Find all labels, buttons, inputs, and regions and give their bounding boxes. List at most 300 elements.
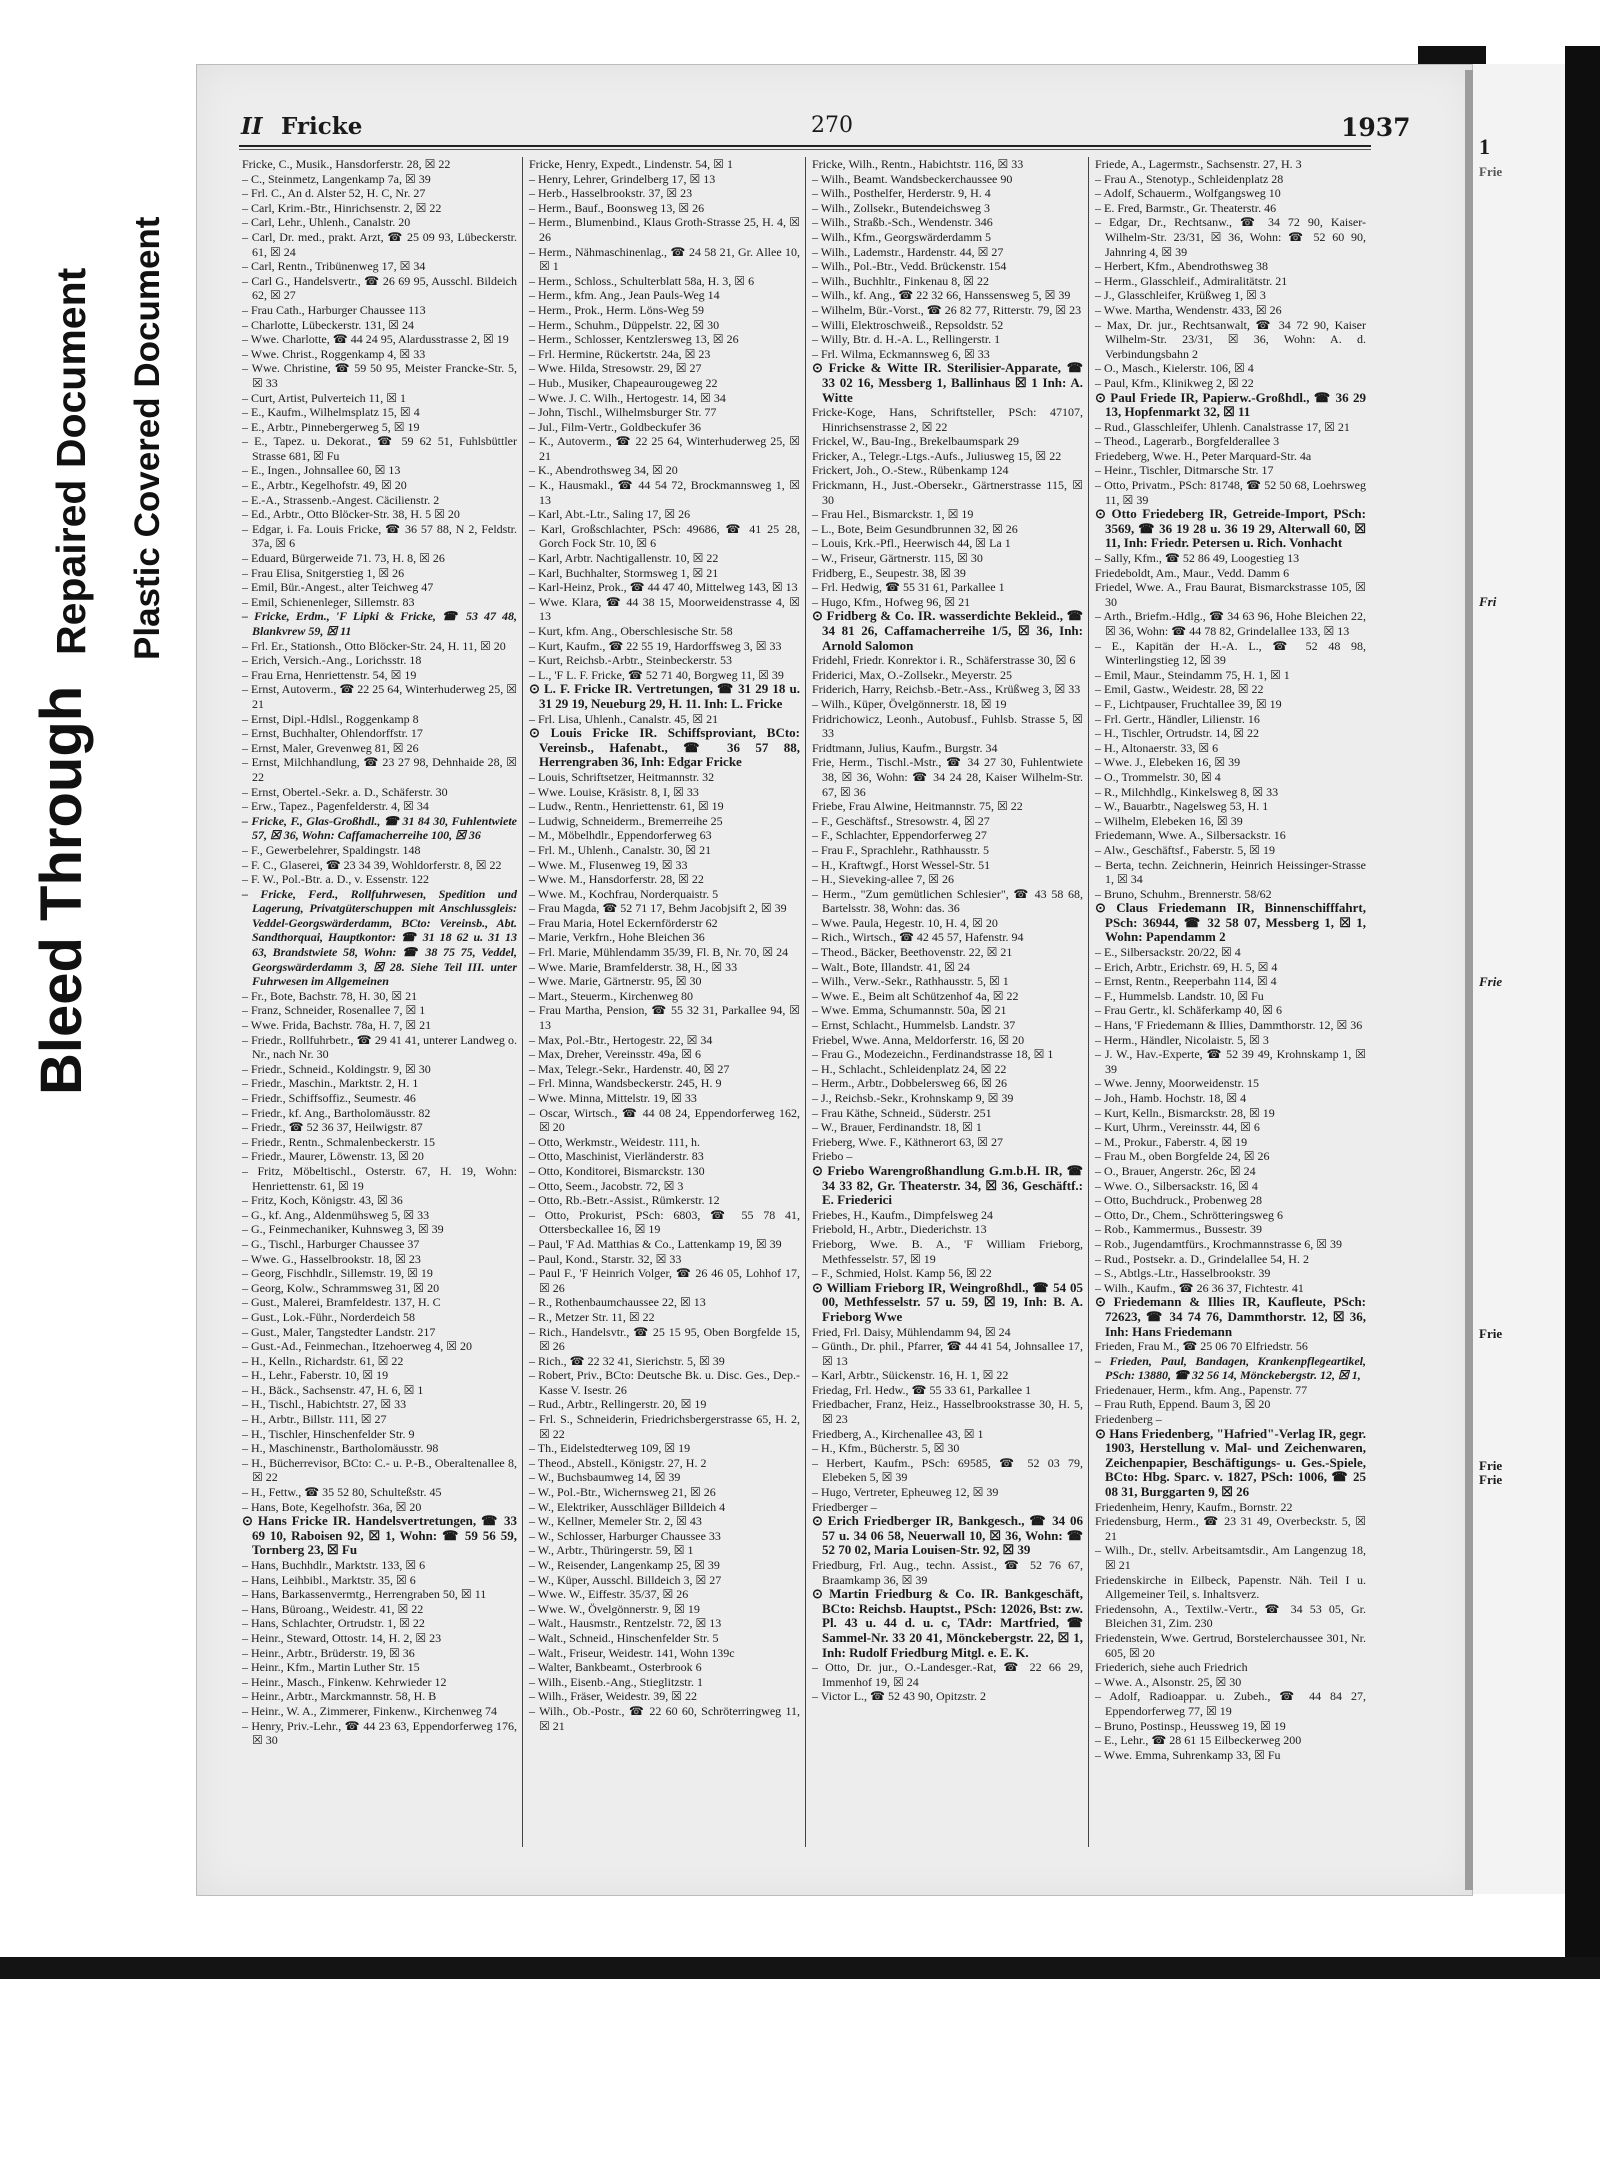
directory-entry: – Wilh., Eisenb.-Ang., Stieglitzstr. 1 bbox=[529, 1674, 703, 1689]
directory-entry: – Kurt, kfm. Ang., Oberschlesische Str. 58 bbox=[529, 624, 733, 638]
directory-entry: – Kurt, Reichsb.-Arbtr., Steinbeckerstr. 53 bbox=[529, 653, 732, 668]
directory-entry: Friebold, H., Arbtr., Diederichstr. 13 bbox=[812, 1222, 987, 1237]
directory-entry: – Karl, Arbtr. Nachtigallenstr. 10, ☒ 22 bbox=[529, 551, 719, 566]
directory-entry: – E. Fred, Barmstr., Gr. Theaterstr. 46 bbox=[1095, 200, 1277, 215]
directory-entry: – Bruno, Postinsp., Heussweg 19, ☒ 19 bbox=[1095, 1718, 1286, 1733]
directory-entry: – Henry, Priv.-Lehr., ☎ 44 23 63, Eppendorferweg 176, ☒ 30 bbox=[242, 1718, 517, 1748]
directory-entry: – Wwe. Frida, Bachstr. 78a, H. 7, ☒ 21 bbox=[242, 1018, 432, 1033]
directory-entry: – Charlotte, Lübeckerstr. 131, ☒ 24 bbox=[242, 317, 415, 332]
directory-entry: – Rich., ☎ 22 32 41, Sierichstr. 5, ☒ 39 bbox=[529, 1353, 725, 1368]
directory-entry: – Frl. Lisa, Uhlenh., Canalstr. 45, ☒ 21 bbox=[529, 711, 719, 726]
directory-entry: – Wwe. Martha, Wendenstr. 433, ☒ 26 bbox=[1095, 302, 1282, 317]
directory-entry: Fridtmann, Julius, Kaufm., Burgstr. 34 bbox=[812, 740, 998, 755]
directory-entry: – J. W., Hav.-Experte, ☎ 52 39 49, Krohnskamp 1, ☒ 39 bbox=[1095, 1047, 1366, 1076]
directory-entry: – Wwe. Charlotte, ☎ 44 24 95, Alardusstrasse 2, ☒ 19 bbox=[242, 332, 509, 347]
directory-entry: Friedeberg, Wwe. H., Peter Marquard-Str. 4a bbox=[1095, 448, 1312, 463]
directory-entry: – Herm., Prok., Herm. Löns-Weg 59 bbox=[529, 302, 705, 317]
directory-entry: – Wwe. W., Övelgönnerstr. 9, ☒ 19 bbox=[529, 1601, 700, 1616]
note-bleed-through: Bleed Through bbox=[29, 685, 94, 1095]
directory-entry: – Oscar, Wirtsch., ☎ 44 08 24, Eppendorferweg 162, ☒ 20 bbox=[529, 1105, 800, 1135]
directory-entry: – Wilh., Verw.-Sekr., Rathhausstr. 5, ☒ 1 bbox=[812, 974, 1009, 989]
directory-entry: Frickel, W., Bau-Ing., Brekelbaumspark 29 bbox=[812, 434, 1019, 449]
directory-entry: – Louis, Krk.-Pfl., Heerwisch 44, ☒ La 1 bbox=[812, 536, 1011, 551]
directory-entry: – Wilh., Dr., stellv. Arbeitsamtsdir., Am Langenzug 18, ☒ 21 bbox=[1095, 1543, 1366, 1572]
directory-entry: – Carl, Dr. med., prakt. Arzt, ☎ 25 09 93, Lübeckerstr. 61, ☒ 24 bbox=[242, 229, 517, 259]
directory-entry: – W., Bauarbtr., Nagelsweg 53, H. 1 bbox=[1095, 799, 1269, 814]
directory-entry: – F., Schlachter, Eppendorferweg 27 bbox=[812, 828, 987, 843]
header-rule-thin bbox=[239, 149, 1371, 150]
directory-entry: Friedeboldt, Am., Maur., Vedd. Damm 6 bbox=[1095, 565, 1290, 580]
directory-entry: – Herm., Arbtr., Dobbelersweg 66, ☒ 26 bbox=[812, 1076, 1008, 1091]
directory-entry: – F., Hummelsb. Landstr. 10, ☒ Fu bbox=[1095, 988, 1264, 1003]
directory-entry: – Otto, Seem., Jacobstr. 72, ☒ 3 bbox=[529, 1178, 684, 1193]
directory-entry: – Jul., Film-Vertr., Goldbeckufer 36 bbox=[529, 419, 701, 434]
directory-entry: – Victor L., ☎ 52 43 90, Opitzstr. 2 bbox=[812, 1689, 986, 1704]
directory-entry: – Heinr., Arbtr., Marckmannstr. 58, H. B bbox=[242, 1689, 437, 1704]
directory-entry: – Bruno, Schuhm., Brennerstr. 58/62 bbox=[1095, 886, 1272, 901]
directory-entry: – Ernst, Schlacht., Hummelsb. Landstr. 37 bbox=[812, 1018, 1016, 1033]
directory-entry: – Wilh., Beamt. Wandsbeckerchaussee 90 bbox=[812, 171, 1013, 186]
directory-entry: – Adolf, Schauerm., Wolfgangsweg 10 bbox=[1095, 186, 1281, 201]
directory-entry: – Wilhelm, Elebeken 16, ☒ 39 bbox=[1095, 813, 1243, 828]
directory-entry: – Herm., "Zum gemütlichen Schlesier", ☎ 43 58 68, Bartelsstr. 38, Wohn: das. 36 bbox=[812, 886, 1083, 916]
directory-entry: Frickert, Joh., O.-Stew., Rübenkamp 124 bbox=[812, 463, 1009, 478]
directory-entry: – Ernst, Rentn., Reeperbahn 114, ☒ 4 bbox=[1095, 974, 1277, 989]
directory-entry: – Eduard, Bürgerweide 71. 73, H. 8, ☒ 26 bbox=[242, 551, 445, 566]
directory-entry: – Paul, Kfm., Klinikweg 2, ☒ 22 bbox=[1095, 375, 1254, 390]
directory-entry: Frieborg, Wwe. B. A., 'F William Frieborg, Methfesselstr. 57, ☒ 19 bbox=[812, 1236, 1083, 1266]
directory-entry: ⊙ Hans Friedenberg, "Hafried"-Verlag IR, gegr. 1903, Herstellung v. Mal- und Zeichenwaren, Zeichenpapier, Beschäftigungs- u. Ges.-Spiele, BCto: Hbg. Sparc. v. 1827, PSch: 1006, ☎ 25 08 31, Burggarten 9, ☒ 26 bbox=[1095, 1425, 1366, 1500]
directory-entry: – Frl. Minna, Wandsbeckerstr. 245, H. 9 bbox=[529, 1076, 722, 1091]
directory-entry: Friderici, Max, O.-Zollsekr., Meyerstr. 25 bbox=[812, 667, 1012, 682]
directory-entry: – Friedr., Rollfuhrbetr., ☎ 29 41 41, unterer Landweg o. Nr., nach Nr. 30 bbox=[242, 1032, 517, 1062]
directory-entry: – Wwe. W., Eiffestr. 35/37, ☒ 26 bbox=[529, 1587, 689, 1602]
directory-entry: – Carl, Krim.-Btr., Hinrichsenstr. 2, ☒ 22 bbox=[242, 200, 442, 215]
directory-entry: – Wilh., Buchhltr., Finkenau 8, ☒ 22 bbox=[812, 273, 990, 288]
directory-entry: Fricke, Henry, Expedt., Lindenstr. 54, ☒ 1 bbox=[529, 157, 733, 171]
directory-entry: – Herb., Hasselbrookstr. 37, ☒ 23 bbox=[529, 186, 693, 201]
directory-entry: – Paul F., 'F Heinrich Volger, ☎ 26 46 05, Lohhof 17, ☒ 26 bbox=[529, 1266, 800, 1295]
directory-entry: – E., Tapez. u. Dekorat., ☎ 59 62 51, Fuhlsbüttler Strasse 681, ☒ Fu bbox=[242, 434, 517, 463]
directory-entry: – O., Masch., Kielerstr. 106, ☒ 4 bbox=[1095, 361, 1254, 376]
directory-entry: – Max, Dr. jur., Rechtsanwalt, ☎ 34 72 90, Kaiser Wilhelm-Str. 23/31, ☒ 36, Wohn: A. d. Verbindungsbahn 2 bbox=[1095, 317, 1366, 361]
directory-entry: – Wwe. Emma, Schumannstr. 50a, ☒ 21 bbox=[812, 1003, 1007, 1018]
directory-entry: – Henry, Lehrer, Grindelberg 17, ☒ 13 bbox=[529, 171, 716, 186]
directory-entry: ⊙ Claus Friedemann IR, Binnenschifffahrt, PSch: 36944, ☎ 32 58 07, Messberg 1, ☒ 1, Wohn: Papendamm 2 bbox=[1095, 900, 1366, 945]
directory-entry: – Herm., Glasschleif., Admiralitätstr. 21 bbox=[1095, 273, 1288, 288]
directory-entry: – Frau Käthe, Schneid., Süderstr. 251 bbox=[812, 1105, 992, 1120]
directory-entry: – O., Brauer, Angerstr. 26c, ☒ 24 bbox=[1095, 1163, 1256, 1178]
directory-entry: – Walt., Schneid., Hinschenfelder Str. 5 bbox=[529, 1630, 719, 1645]
directory-entry: ⊙ Paul Friede IR, Papierw.-Großhdl., ☎ 36 29 13, Hopfenmarkt 32, ☒ 11 bbox=[1095, 389, 1366, 420]
directory-entry: ⊙ Fridberg & Co. IR. wasserdichte Bekleid., ☎ 34 81 26, Caffamacherreihe 1/5, ☒ 36, Inh: Arnold Salomon bbox=[812, 608, 1083, 653]
directory-entry: – Georg, Kolw., Schrammsweg 31, ☒ 20 bbox=[242, 1280, 440, 1295]
directory-entry: – Herm., Blumenbind., Klaus Groth-Strasse 25, H. 4, ☒ 26 bbox=[529, 215, 800, 244]
directory-entry: – Herm., Händler, Nicolaistr. 5, ☒ 3 bbox=[1095, 1032, 1269, 1047]
directory-entry: – Wwe. Hilda, Stresowstr. 29, ☒ 27 bbox=[529, 361, 702, 376]
directory-entry: – Arth., Briefm.-Hdlg., ☎ 34 63 96, Hohe Bleichen 22, ☒ 36, Wohn: ☎ 44 78 82, Grindelallee 133, ☒ 13 bbox=[1095, 609, 1366, 638]
directory-entry: – Walter, Bankbeamt., Osterbrook 6 bbox=[529, 1660, 702, 1675]
adjacent-page-mark: 1 bbox=[1479, 134, 1490, 159]
directory-entry: – Gust., Malerei, Bramfeldestr. 137, H. C bbox=[242, 1295, 441, 1310]
directory-entry: – Louis, Schriftsetzer, Heitmannstr. 32 bbox=[529, 769, 715, 784]
directory-entry: – Sally, Kfm., ☎ 52 86 49, Loogestieg 13 bbox=[1095, 551, 1300, 566]
directory-entry: – Max, Dreher, Vereinsstr. 49a, ☒ 6 bbox=[529, 1047, 702, 1062]
directory-entry: Friedel, Wwe. A., Frau Baurat, Bismarckstrasse 105, ☒ 30 bbox=[1095, 580, 1366, 609]
directory-entry: Frieden, Frau M., ☎ 25 06 70 Elfriedstr. 56 bbox=[1095, 1339, 1308, 1354]
column-2 bbox=[522, 157, 805, 1847]
directory-entry: – H., Lehr., Faberstr. 10, ☒ 19 bbox=[242, 1368, 389, 1383]
directory-entry: – Hub., Musiker, Chapeaurougeweg 22 bbox=[529, 375, 718, 390]
directory-entry: – Emil, Maur., Steindamm 75, H. 1, ☒ 1 bbox=[1095, 667, 1290, 682]
scanner-notes bbox=[0, 0, 200, 2177]
directory-entry: – Georg, Fischhdlr., Sillemstr. 19, ☒ 19 bbox=[242, 1266, 433, 1281]
directory-entry: – Frieden, Paul, Bandagen, Krankenpflegeartikel, PSch: 13880, ☎ 32 56 14, Mönckebergstr. 12, ☒ 1, bbox=[1095, 1353, 1366, 1383]
directory-entry: – Herm., Schuhm., Düppelstr. 22, ☒ 30 bbox=[529, 317, 720, 332]
directory-entry: ⊙ Otto Friedeberg IR, Getreide-Import, PSch: 3569, ☎ 36 19 28 u. 36 19 29, Alterwall 60, ☒ 11, Inh: Friedr. Petersen u. Rich. Vonhacht bbox=[1095, 506, 1366, 551]
directory-entry: Fricke, C., Musik., Hansdorferstr. 28, ☒ 22 bbox=[242, 157, 451, 171]
directory-entry: – Wwe. Louise, Kräsistr. 8, I, ☒ 33 bbox=[529, 784, 699, 799]
directory-entry: – Fricke, Ferd., Rollfuhrwesen, Spedition und Lagerung, Privatgüterschuppen mit Anschlussgleis: Veddel-Georgswärderdamm, BCto: Vereinsb., Abt. Sandthorquai, Hauptkontor: ☎ 31 18 62 u. 31 13 63, Brandstwiete 58, Wohn: ☎ 38 75 75, Veddel, Georgswärderdamm 3, ☒ 28. Siehe Teil III. unter Fuhrwesen im Allgemeinen bbox=[242, 886, 517, 989]
directory-entry: Fried, Frl. Daisy, Mühlendamm 94, ☒ 24 bbox=[812, 1324, 1011, 1339]
adjacent-page-mark: Frie bbox=[1479, 1472, 1503, 1487]
directory-entry: Friedenauer, Herm., kfm. Ang., Papenstr. 77 bbox=[1095, 1382, 1308, 1397]
directory-entry: – M., Möbelhdlr., Eppendorferweg 63 bbox=[529, 828, 712, 843]
directory-entry: – Frl. Er., Stationsh., Otto Blöcker-Str. 24, H. 11, ☒ 20 bbox=[242, 638, 506, 653]
directory-entry: – Frau Erna, Henriettenstr. 54, ☒ 19 bbox=[242, 667, 417, 682]
directory-entry: Friedbacher, Franz, Heiz., Hasselbrookstrasse 30, H. 5, ☒ 23 bbox=[812, 1397, 1083, 1427]
directory-entry: Friedenheim, Henry, Kaufm., Bornstr. 22 bbox=[1095, 1499, 1293, 1514]
directory-entry: – G., kf. Ang., Aldenmühsweg 5, ☒ 33 bbox=[242, 1207, 430, 1222]
directory-entry: – W., Arbtr., Thüringerstr. 59, ☒ 1 bbox=[529, 1543, 694, 1558]
directory-entry: – Frl. S., Schneiderin, Friedrichsbergerstrasse 65, H. 2, ☒ 22 bbox=[529, 1412, 800, 1441]
directory-entry: – Erich, Arbtr., Erichstr. 69, H. 5, ☒ 4 bbox=[1095, 959, 1278, 974]
directory-entry: ⊙ Fricke & Witte IR. Sterilisier-Apparate, ☎ 33 02 16, Messberg 1, Ballinhaus ☒ 1 Inh: A. Witte bbox=[812, 360, 1083, 405]
directory-entry: – Wwe. M., Kochfrau, Norderquaistr. 5 bbox=[529, 886, 719, 901]
header-rule bbox=[239, 145, 1371, 147]
directory-entry: – W., Schlosser, Harburger Chaussee 33 bbox=[529, 1528, 721, 1543]
directory-entry: – Friedr., kf. Ang., Bartholomäusstr. 82 bbox=[242, 1105, 431, 1120]
directory-entry: Friedenstein, Wwe. Gertrud, Borstelerchaussee 301, Nr. 605, ☒ 20 bbox=[1095, 1630, 1366, 1660]
directory-entry: – Wwe. J., Elebeken 16, ☒ 39 bbox=[1095, 755, 1241, 770]
directory-entry: – Frau G., Modezeichn., Ferdinandstrasse 18, ☒ 1 bbox=[812, 1047, 1054, 1062]
directory-entry: – Frl. M., Uhlenh., Canalstr. 30, ☒ 21 bbox=[529, 842, 712, 857]
directory-entry: – H., Maschinenstr., Bartholomäusstr. 98 bbox=[242, 1441, 439, 1456]
directory-entry: ⊙ Friedemann & Illies IR, Kaufleute, PSch: 72623, ☎ 34 74 76, Dammthorstr. 12, ☒ 36, Inh: Hans Friedemann bbox=[1095, 1294, 1366, 1339]
directory-entry: – Wwe. Christine, ☎ 59 50 95, Meister Francke-Str. 5, ☒ 33 bbox=[242, 361, 517, 390]
directory-entry: – Paul, 'F Ad. Matthias & Co., Lattenkamp 19, ☒ 39 bbox=[529, 1236, 782, 1251]
directory-entry: – Wwe. Minna, Mittelstr. 19, ☒ 33 bbox=[529, 1091, 697, 1105]
directory-entry: – Frau Hel., Bismarckstr. 1, ☒ 19 bbox=[812, 507, 974, 522]
directory-entry: – K., Hausmakl., ☎ 44 54 72, Brockmannsweg 1, ☒ 13 bbox=[529, 478, 800, 507]
directory-entry: – Berta, techn. Zeichnerin, Heinrich Heissinger-Strasse 1, ☒ 34 bbox=[1095, 857, 1366, 887]
directory-entry: – Wilh., Küper, Övelgönnerstr. 18, ☒ 19 bbox=[812, 696, 1007, 711]
directory-entry: ⊙ Louis Fricke IR. Schiffsproviant, BCto: Vereinsb., Hafenabt., ☎ 36 57 88, Herrengraben 36, Inh: Edgar Fricke bbox=[529, 725, 800, 770]
directory-entry: – K., Autoverm., ☎ 22 25 64, Winterhuderweg 25, ☒ 21 bbox=[529, 434, 800, 463]
directory-entry: – Kurt, Kaufm., ☎ 22 55 19, Hardorffsweg 3, ☒ 33 bbox=[529, 638, 782, 653]
directory-entry: – Wwe. Marie, Bramfelderstr. 38, H., ☒ 33 bbox=[529, 959, 738, 974]
directory-entry: – Wilhelm, Bür.-Vorst., ☎ 26 82 77, Ritterstr. 79, ☒ 23 bbox=[812, 302, 1082, 317]
directory-entry: – Frau M., oben Borgfelde 24, ☒ 26 bbox=[1095, 1149, 1270, 1164]
directory-entry: – Herbert, Kaufm., PSch: 69585, ☎ 52 03 79, Elebeken 5, ☒ 39 bbox=[812, 1455, 1083, 1485]
directory-entry: – Otto, Rb.-Betr.-Assist., Rümkerstr. 12 bbox=[529, 1193, 720, 1208]
directory-entry: Friedensburg, Herm., ☎ 23 31 49, Overbeckstr. 5, ☒ 21 bbox=[1095, 1514, 1366, 1543]
adjacent-page-mark: Frie bbox=[1479, 164, 1503, 179]
directory-entry: ⊙ Hans Fricke IR. Handelsvertretungen, ☎ 33 69 10, Raboisen 92, ☒ 1, Wohn: ☎ 59 56 59, Tornberg 23, ☒ Fu bbox=[242, 1513, 517, 1558]
directory-entry: – Gust., Lok.-Führ., Norderdeich 58 bbox=[242, 1309, 415, 1324]
directory-entry: Friedemann, Wwe. A., Silbersackstr. 16 bbox=[1095, 828, 1286, 843]
directory-entry: – Gust., Maler, Tangstedter Landstr. 217 bbox=[242, 1324, 436, 1339]
directory-entry: – Wwe. Jenny, Moorweidenstr. 15 bbox=[1095, 1076, 1259, 1091]
directory-entry: – E., Kaufm., Wilhelmsplatz 15, ☒ 4 bbox=[242, 405, 420, 420]
directory-entry: – Willy, Btr. d. H.-A. L., Rellingerstr. 1 bbox=[812, 332, 1001, 347]
directory-entry: – E.-A., Strassenb.-Angest. Cäcilienstr. 2 bbox=[242, 492, 440, 507]
directory-entry: – W., Friseur, Gärtnerstr. 115, ☒ 30 bbox=[812, 551, 983, 566]
directory-entry: – Wilh., Straßb.-Sch., Wendenstr. 346 bbox=[812, 215, 993, 230]
directory-entry: – Hans, Bote, Kegelhofstr. 36a, ☒ 20 bbox=[242, 1499, 422, 1514]
column-1 bbox=[239, 157, 522, 1847]
directory-entry: – Friedr., ☎ 52 36 37, Heilwigstr. 87 bbox=[242, 1120, 423, 1135]
scanned-page bbox=[196, 64, 1473, 1896]
directory-entry: – Friedr., Schiffsoffiz., Seumestr. 46 bbox=[242, 1091, 416, 1105]
directory-entry: – E., Silbersackstr. 20/22, ☒ 4 bbox=[1095, 945, 1241, 960]
directory-entry: Frickmann, H., Just.-Obersekr., Gärtnerstrasse 115, ☒ 30 bbox=[812, 478, 1083, 507]
directory-entry: – Gust.-Ad., Feinmechan., Itzehoerweg 4, ☒ 20 bbox=[242, 1339, 473, 1354]
directory-entry: – G., Tischl., Harburger Chaussee 37 bbox=[242, 1236, 420, 1251]
directory-entry: – Herm., Bauf., Boonsweg 13, ☒ 26 bbox=[529, 200, 705, 215]
adjacent-page-mark: Frie bbox=[1479, 974, 1503, 989]
directory-entry: – W., Elektriker, Ausschläger Billdeich 4 bbox=[529, 1499, 726, 1514]
note-repaired-document: Repaired Document bbox=[48, 267, 94, 655]
directory-entry: – Otto, Maschinist, Vierländerstr. 83 bbox=[529, 1149, 704, 1164]
directory-entry: – L., Bote, Beim Gesundbrunnen 32, ☒ 26 bbox=[812, 521, 1018, 536]
directory-entry: ⊙ William Frieborg IR, Weingroßhdl., ☎ 54 05 00, Methfesselstr. 57 u. 59, ☒ 19, Inh: B. A. Frieborg Wwe bbox=[812, 1279, 1083, 1324]
directory-entry: – Max, Telegr.-Sekr., Hardenstr. 40, ☒ 27 bbox=[529, 1061, 730, 1076]
directory-entry: – Rich., Handelsvtr., ☎ 25 15 95, Oben Borgfelde 15, ☒ 26 bbox=[529, 1324, 800, 1354]
directory-entry: – Frau Elisa, Snitgerstieg 1, ☒ 26 bbox=[242, 565, 405, 580]
directory-entry: – Karl, Buchhalter, Stormsweg 1, ☒ 21 bbox=[529, 565, 719, 580]
directory-entry: – Wwe. Klara, ☎ 44 38 15, Moorweidenstrasse 4, ☒ 13 bbox=[529, 594, 800, 624]
directory-entry: – Willi, Elektroschweiß., Repsoldstr. 52 bbox=[812, 317, 1004, 332]
directory-entry: – E., Arbtr., Kegelhofstr. 49, ☒ 20 bbox=[242, 478, 407, 493]
adjacent-page-mark: Frie bbox=[1479, 1458, 1503, 1473]
directory-entry: – H., Kelln., Richardstr. 61, ☒ 22 bbox=[242, 1353, 404, 1368]
directory-entry: – W., Brauer, Ferdinandstr. 18, ☒ 1 bbox=[812, 1120, 982, 1135]
directory-entry: – Frau Martha, Pension, ☎ 55 32 31, Parkallee 94, ☒ 13 bbox=[529, 1003, 800, 1033]
directory-entry: – Rud., Glasschleifer, Uhlenh. Canalstrasse 17, ☒ 21 bbox=[1095, 419, 1350, 434]
directory-entry: – Wilh., Zollsekr., Butendeichsweg 3 bbox=[812, 200, 990, 215]
directory-entry: – Frl. Hermine, Rückertstr. 24a, ☒ 23 bbox=[529, 346, 711, 361]
directory-entry: – Herm., Nähmaschinenlag., ☎ 24 58 21, Gr. Allee 10, ☒ 1 bbox=[529, 244, 800, 274]
directory-entry: – Alw., Geschäftsf., Faberstr. 5, ☒ 19 bbox=[1095, 842, 1275, 857]
directory-entry: ⊙ Martin Friedburg & Co. IR. Bankgeschäft, BCto: Reichsb. Hauptst., PSch: 12026, Bst: zw. Pl. 43 u. 44 d. u. c, TAdr: Martfried, ☎ Sammel-Nr. 33 20 41, Mönckebergstr. 22, ☒ 1, Inh: Rudolf Friedburg Mitgl. e. E. K. bbox=[812, 1586, 1083, 1660]
directory-entry: – Wwe. Emma, Suhrenkamp 33, ☒ Fu bbox=[1095, 1747, 1281, 1762]
directory-entry: – Ernst, Maler, Grevenweg 81, ☒ 26 bbox=[242, 740, 419, 755]
directory-entry: ⊙ Friebo Warengroßhandlung G.m.b.H. IR, ☎ 34 33 82, Gr. Theaterstr. 34, ☒ 36, Geschäftf.: E. Friederici bbox=[812, 1162, 1083, 1208]
directory-entry: – Emil, Gastw., Weidestr. 28, ☒ 22 bbox=[1095, 682, 1264, 697]
directory-entry: – Theod., Lagerarb., Borgfelderallee 3 bbox=[1095, 434, 1280, 449]
directory-entry: – Hans, Leihbibl., Marktstr. 35, ☒ 6 bbox=[242, 1572, 416, 1587]
directory-entry: Friedburg, Frl. Aug., techn. Assist., ☎ 52 76 67, Braamkamp 36, ☒ 39 bbox=[812, 1558, 1083, 1587]
directory-entry: – Frl. Hedwig, ☎ 55 31 61, Parkallee 1 bbox=[812, 580, 1005, 595]
directory-entry: – Rud., Arbtr., Rellingerstr. 20, ☒ 19 bbox=[529, 1397, 707, 1412]
directory-entry: – Friedr., Maurer, Löwenstr. 13, ☒ 20 bbox=[242, 1149, 424, 1164]
directory-entry: – Wwe. A., Alsonstr. 25, ☒ 30 bbox=[1095, 1674, 1242, 1689]
directory-entry: Friede, A., Lagermstr., Sachsenstr. 27, H. 3 bbox=[1095, 157, 1302, 171]
directory-entry: – Fr., Bote, Bachstr. 78, H. 30, ☒ 21 bbox=[242, 988, 418, 1003]
directory-entry: – Herm., kfm. Ang., Jean Pauls-Weg 14 bbox=[529, 288, 720, 303]
directory-entry: – Ludw., Rentn., Henriettenstr. 61, ☒ 19 bbox=[529, 799, 724, 814]
directory-entry: – Hugo, Vertreter, Epheuweg 12, ☒ 39 bbox=[812, 1485, 999, 1500]
directory-entry: – Mart., Steuerm., Kirchenweg 80 bbox=[529, 988, 693, 1003]
directory-entry: Friederich, siehe auch Friedrich bbox=[1095, 1660, 1248, 1675]
directory-entry: – E., Kapitän der H.-A. L., ☎ 52 48 98, Winterlingstieg 12, ☒ 39 bbox=[1095, 638, 1366, 668]
directory-entry: – Karl-Heinz, Prok., ☎ 44 47 40, Mittelweg 143, ☒ 13 bbox=[529, 580, 798, 595]
directory-entry: – Karl, Großschlachter, PSch: 49686, ☎ 41 25 28, Gorch Fock Str. 10, ☒ 6 bbox=[529, 521, 800, 551]
directory-entry: – Frl. Wilma, Eckmannsweg 6, ☒ 33 bbox=[812, 346, 990, 361]
directory-entry: Fridrichowicz, Leonh., Autobusf., Fuhlsb. Strasse 5, ☒ 33 bbox=[812, 711, 1083, 741]
directory-entry: – Herbert, Kfm., Abendrothsweg 38 bbox=[1095, 259, 1268, 274]
directory-entry: – Marie, Verkfrn., Hohe Bleichen 36 bbox=[529, 930, 705, 945]
directory-entry: – Karl, Abt.-Ltr., Saling 17, ☒ 26 bbox=[529, 507, 691, 522]
directory-entry: ⊙ L. F. Fricke IR. Vertretungen, ☎ 31 29 18 u. 31 29 19, Neueburg 29, H. 11. Inh: L. Fricke bbox=[529, 681, 800, 711]
directory-entry: – Walt., Friseur, Weidestr. 141, Wohn 139c bbox=[529, 1645, 735, 1660]
directory-entry: Fridberg, E., Seupestr. 38, ☒ 39 bbox=[812, 565, 966, 580]
column-3 bbox=[805, 157, 1088, 1847]
directory-entry: – Wilh., Fräser, Weidestr. 39, ☒ 22 bbox=[529, 1689, 698, 1704]
directory-entry: – Otto, Dr. jur., O.-Landesger.-Rat, ☎ 22 66 29, Immenhof 19, ☒ 24 bbox=[812, 1660, 1083, 1689]
directory-entry: – Wilh., Pol.-Btr., Vedd. Brückenstr. 154 bbox=[812, 259, 1007, 274]
directory-entry: – Herm., Schlosser, Kentzlersweg 13, ☒ 26 bbox=[529, 332, 739, 347]
directory-entry: Fricke-Koge, Hans, Schriftsteller, PSch: 47107, Hinrichsenstrasse 2, ☒ 22 bbox=[812, 405, 1083, 434]
directory-entry: – H., Tischl., Habichtstr. 27, ☒ 33 bbox=[242, 1397, 407, 1412]
directory-entry: Fricke, Wilh., Rentn., Habichtstr. 116, ☒ 33 bbox=[812, 157, 1024, 171]
directory-entry: – Frau Cath., Harburger Chaussee 113 bbox=[242, 302, 426, 317]
directory-entry: – Emil, Bür.-Angest., alter Teichweg 47 bbox=[242, 580, 434, 595]
directory-entry: – Ed., Arbtr., Otto Blöcker-Str. 38, H. 5 ☒ 20 bbox=[242, 507, 460, 522]
directory-entry: Friderich, Harry, Reichsb.-Betr.-Ass., Krüßweg 3, ☒ 33 bbox=[812, 682, 1081, 697]
directory-entry: – Fritz, Möbeltischl., Osterstr. 67, H. 19, Wohn: Henriettenstr. 61, ☒ 19 bbox=[242, 1163, 517, 1193]
directory-entry: – Friedr., Rentn., Schmalenbeckerstr. 15 bbox=[242, 1134, 435, 1149]
directory-entry: – R., Rothenbaumchaussee 22, ☒ 13 bbox=[529, 1295, 706, 1310]
directory-entry: – Herm., Schloss., Schulterblatt 58a, H. 3, ☒ 6 bbox=[529, 273, 755, 288]
directory-entry: – G., Feinmechaniker, Kuhnsweg 3, ☒ 39 bbox=[242, 1222, 444, 1237]
directory-entry: – R., Metzer Str. 11, ☒ 22 bbox=[529, 1309, 655, 1324]
directory-entry: – Erw., Tapez., Pagenfelderstr. 4, ☒ 34 bbox=[242, 799, 429, 814]
directory-entry: – Heinr., Tischler, Ditmarsche Str. 17 bbox=[1095, 463, 1274, 478]
directory-entry: – Carl, Lehr., Uhlenh., Canalstr. 20 bbox=[242, 215, 411, 230]
directory-entry: – Friedr., Schneid., Koldingstr. 9, ☒ 30 bbox=[242, 1061, 431, 1076]
directory-entry: – Ernst, Autoverm., ☎ 22 25 64, Winterhuderweg 25, ☒ 21 bbox=[242, 682, 517, 711]
directory-entry: – H., Tischler, Hinschenfelder Str. 9 bbox=[242, 1426, 415, 1441]
directory-entry: – Ernst, Milchhandlung, ☎ 23 27 98, Dehnhaide 28, ☒ 22 bbox=[242, 755, 517, 784]
directory-entry: – H., Arbtr., Billstr. 111, ☒ 27 bbox=[242, 1412, 387, 1427]
directory-entry: – Heinr., Masch., Finkenw. Kehrwieder 12 bbox=[242, 1674, 447, 1689]
directory-entry: – Fricke, F., Glas-Großhdl., ☎ 31 84 30, Fuhlentwiete 57, ☒ 36, Wohn: Caffamacherreihe 100, ☒ 36 bbox=[242, 813, 517, 843]
directory-entry: Frieberg, Wwe. F., Käthnerort 63, ☒ 27 bbox=[812, 1134, 1003, 1149]
directory-entry: – W., Kellner, Memeler Str. 2, ☒ 43 bbox=[529, 1514, 702, 1529]
directory-entry: – Curt, Artist, Pulverteich 11, ☒ 1 bbox=[242, 390, 406, 405]
directory-entry: – Frau Magda, ☎ 52 71 17, Behm Jacobjsift 2, ☒ 39 bbox=[529, 901, 787, 916]
directory-entry: – Wwe. M., Flusenweg 19, ☒ 33 bbox=[529, 857, 688, 872]
directory-entry: – Robert, Priv., BCto: Deutsche Bk. u. Disc. Ges., Dep.-Kasse V. Isestr. 26 bbox=[529, 1368, 800, 1397]
directory-entry: – Hans, Büroang., Weidestr. 41, ☒ 22 bbox=[242, 1601, 424, 1616]
scanner-band-right bbox=[1565, 46, 1600, 1976]
directory-entry: – Heinr., Kfm., Martin Luther Str. 15 bbox=[242, 1660, 420, 1675]
directory-entry: – Wilh., Lademstr., Hardenstr. 44, ☒ 27 bbox=[812, 244, 1004, 259]
directory-entry: Friebe, Frau Alwine, Heitmannstr. 75, ☒ 22 bbox=[812, 799, 1023, 814]
directory-entry: Friebes, H., Kaufm., Dimpfelsweg 24 bbox=[812, 1207, 993, 1222]
directory-entry: – Hans, Barkassenvermtg., Herrengraben 50, ☒ 11 bbox=[242, 1587, 487, 1602]
directory-entry: – Rob., Kammermus., Bussestr. 39 bbox=[1095, 1222, 1262, 1237]
directory-entry: – Kurt, Uhrm., Vereinsstr. 44, ☒ 6 bbox=[1095, 1120, 1260, 1135]
directory-entry: – K., Abendrothsweg 34, ☒ 20 bbox=[529, 463, 678, 478]
directory-entry: – Wwe. G., Hasselbrookstr. 18, ☒ 23 bbox=[242, 1251, 421, 1266]
directory-entry: – F. C., Glaserei, ☎ 23 34 39, Wohldorferstr. 8, ☒ 22 bbox=[242, 857, 502, 872]
directory-entry: – Theod., Abstell., Königstr. 27, H. 2 bbox=[529, 1455, 707, 1470]
directory-entry: – H., Sieveking-allee 7, ☒ 26 bbox=[812, 872, 955, 887]
directory-entry: – H., Bücherrevisor, BCto: C.- u. P.-B., Oberaltenallee 8, ☒ 22 bbox=[242, 1455, 517, 1485]
directory-entry: – F., Lichtpauser, Fruchtallee 39, ☒ 19 bbox=[1095, 696, 1282, 711]
directory-entry: – Erich, Versich.-Ang., Lorichsstr. 18 bbox=[242, 653, 422, 668]
directory-entry: – Rob., Jugendamtfürs., Krochmannstrasse 6, ☒ 39 bbox=[1095, 1236, 1343, 1251]
directory-entry: – H., Altonaerstr. 33, ☒ 6 bbox=[1095, 740, 1219, 755]
directory-entry: Friedenberg – bbox=[1095, 1412, 1162, 1427]
directory-entry: Friedenskirche in Eilbeck, Papenstr. Näh. Teil I u. Allgemeiner Teil, s. Inhaltsverz. bbox=[1095, 1572, 1366, 1602]
directory-entry: – W., Buchsbaumweg 14, ☒ 39 bbox=[529, 1470, 681, 1485]
directory-entry: – Rich., Wirtsch., ☎ 42 45 57, Hafenstr. 94 bbox=[812, 930, 1024, 945]
directory-entry: – Frau F., Sprachlehr., Rathhausstr. 5 bbox=[812, 842, 990, 857]
part-number: II bbox=[241, 113, 263, 140]
directory-entry: – F. W., Pol.-Btr. a. D., v. Essenstr. 122 bbox=[242, 872, 429, 887]
directory-entry: – C., Steinmetz, Langenkamp 7a, ☒ 39 bbox=[242, 171, 431, 186]
directory-entry: Friedberg, A., Kirchenallee 43, ☒ 1 bbox=[812, 1426, 984, 1441]
directory-entry: – H., Bäck., Sachsenstr. 47, H. 6, ☒ 1 bbox=[242, 1382, 424, 1397]
directory-entry: – Friedr., Maschin., Marktstr. 2, H. 1 bbox=[242, 1076, 419, 1091]
directory-entry: – W., Pol.-Btr., Wichernsweg 21, ☒ 26 bbox=[529, 1485, 716, 1500]
directory-entry: – Otto, Konditorei, Bismarckstr. 130 bbox=[529, 1163, 705, 1178]
directory-entry: – L., 'F L. F. Fricke, ☎ 52 71 40, Borgweg 11, ☒ 39 bbox=[529, 667, 784, 682]
directory-entry: – Wilh., Ob.-Postr., ☎ 22 60 60, Schröterringweg 11, ☒ 21 bbox=[529, 1703, 800, 1733]
directory-entry: – Frau Ruth, Eppend. Baum 3, ☒ 20 bbox=[1095, 1397, 1271, 1412]
directory-entry: – Joh., Hamb. Hochstr. 18, ☒ 4 bbox=[1095, 1091, 1247, 1105]
directory-entry: – S., Abtlgs.-Ltr., Hasselbrookstr. 39 bbox=[1095, 1266, 1271, 1281]
directory-entry: – Kurt, Kelln., Bismarckstr. 28, ☒ 19 bbox=[1095, 1105, 1275, 1120]
directory-entry: – Hans, 'F Friedemann & Illies, Dammthorstr. 12, ☒ 36 bbox=[1095, 1018, 1363, 1033]
directory-entry: – E., Ingen., Johnsallee 60, ☒ 13 bbox=[242, 463, 401, 478]
directory-entry: – Wilh., Kaufm., ☎ 26 36 37, Fichtestr. 41 bbox=[1095, 1280, 1304, 1295]
directory-entry: Friedensohn, A., Textilw.-Vertr., ☎ 34 53 05, Gr. Bleichen 31, Zim. 230 bbox=[1095, 1601, 1366, 1631]
column-4 bbox=[1088, 157, 1371, 1847]
directory-entry: – H., Schlacht., Schleidenplatz 24, ☒ 22 bbox=[812, 1061, 1007, 1076]
directory-entry: – Adolf, Radioappar. u. Zubeh., ☎ 44 84 27, Eppendorferweg 77, ☒ 19 bbox=[1095, 1689, 1366, 1718]
directory-entry: – F., Schmied, Holst. Kamp 56, ☒ 22 bbox=[812, 1266, 992, 1281]
adjacent-page-mark: Frie bbox=[1479, 1326, 1503, 1341]
directory-entry: – Hugo, Kfm., Hofweg 96, ☒ 21 bbox=[812, 594, 971, 609]
directory-entry: – Wilh., Posthelfer, Herderstr. 9, H. 4 bbox=[812, 186, 991, 201]
directory-entry: – Hans, Schlachter, Ortrudstr. 1, ☒ 22 bbox=[242, 1616, 425, 1631]
directory-entry: – H., Fettw., ☎ 35 52 80, Schulteßstr. 45 bbox=[242, 1485, 442, 1500]
directory-entry: – Heinr., W. A., Zimmerer, Finkenw., Kirchenweg 74 bbox=[242, 1703, 498, 1718]
directory-entry: – Walt., Hausmstr., Rentzelstr. 72, ☒ 13 bbox=[529, 1616, 722, 1631]
directory-entry: – Frau Gertr., kl. Schäferkamp 40, ☒ 6 bbox=[1095, 1003, 1283, 1018]
directory-entry: ⊙ Erich Friedberger IR, Bankgesch., ☎ 34 06 57 u. 34 06 58, Neuerwall 10, ☒ 36, Wohn: ☎ 52 70 02, Maria Louisen-Str. 92, ☒ 39 bbox=[812, 1513, 1083, 1558]
directory-columns bbox=[239, 157, 1371, 1847]
directory-entry: – Wwe. M., Hansdorferstr. 28, ☒ 22 bbox=[529, 872, 704, 887]
adjacent-page-mark: Fri bbox=[1479, 594, 1497, 609]
directory-entry: – W., Reisender, Langenkamp 25, ☒ 39 bbox=[529, 1558, 720, 1572]
directory-entry: – H., Kfm., Bücherstr. 5, ☒ 30 bbox=[812, 1441, 960, 1456]
